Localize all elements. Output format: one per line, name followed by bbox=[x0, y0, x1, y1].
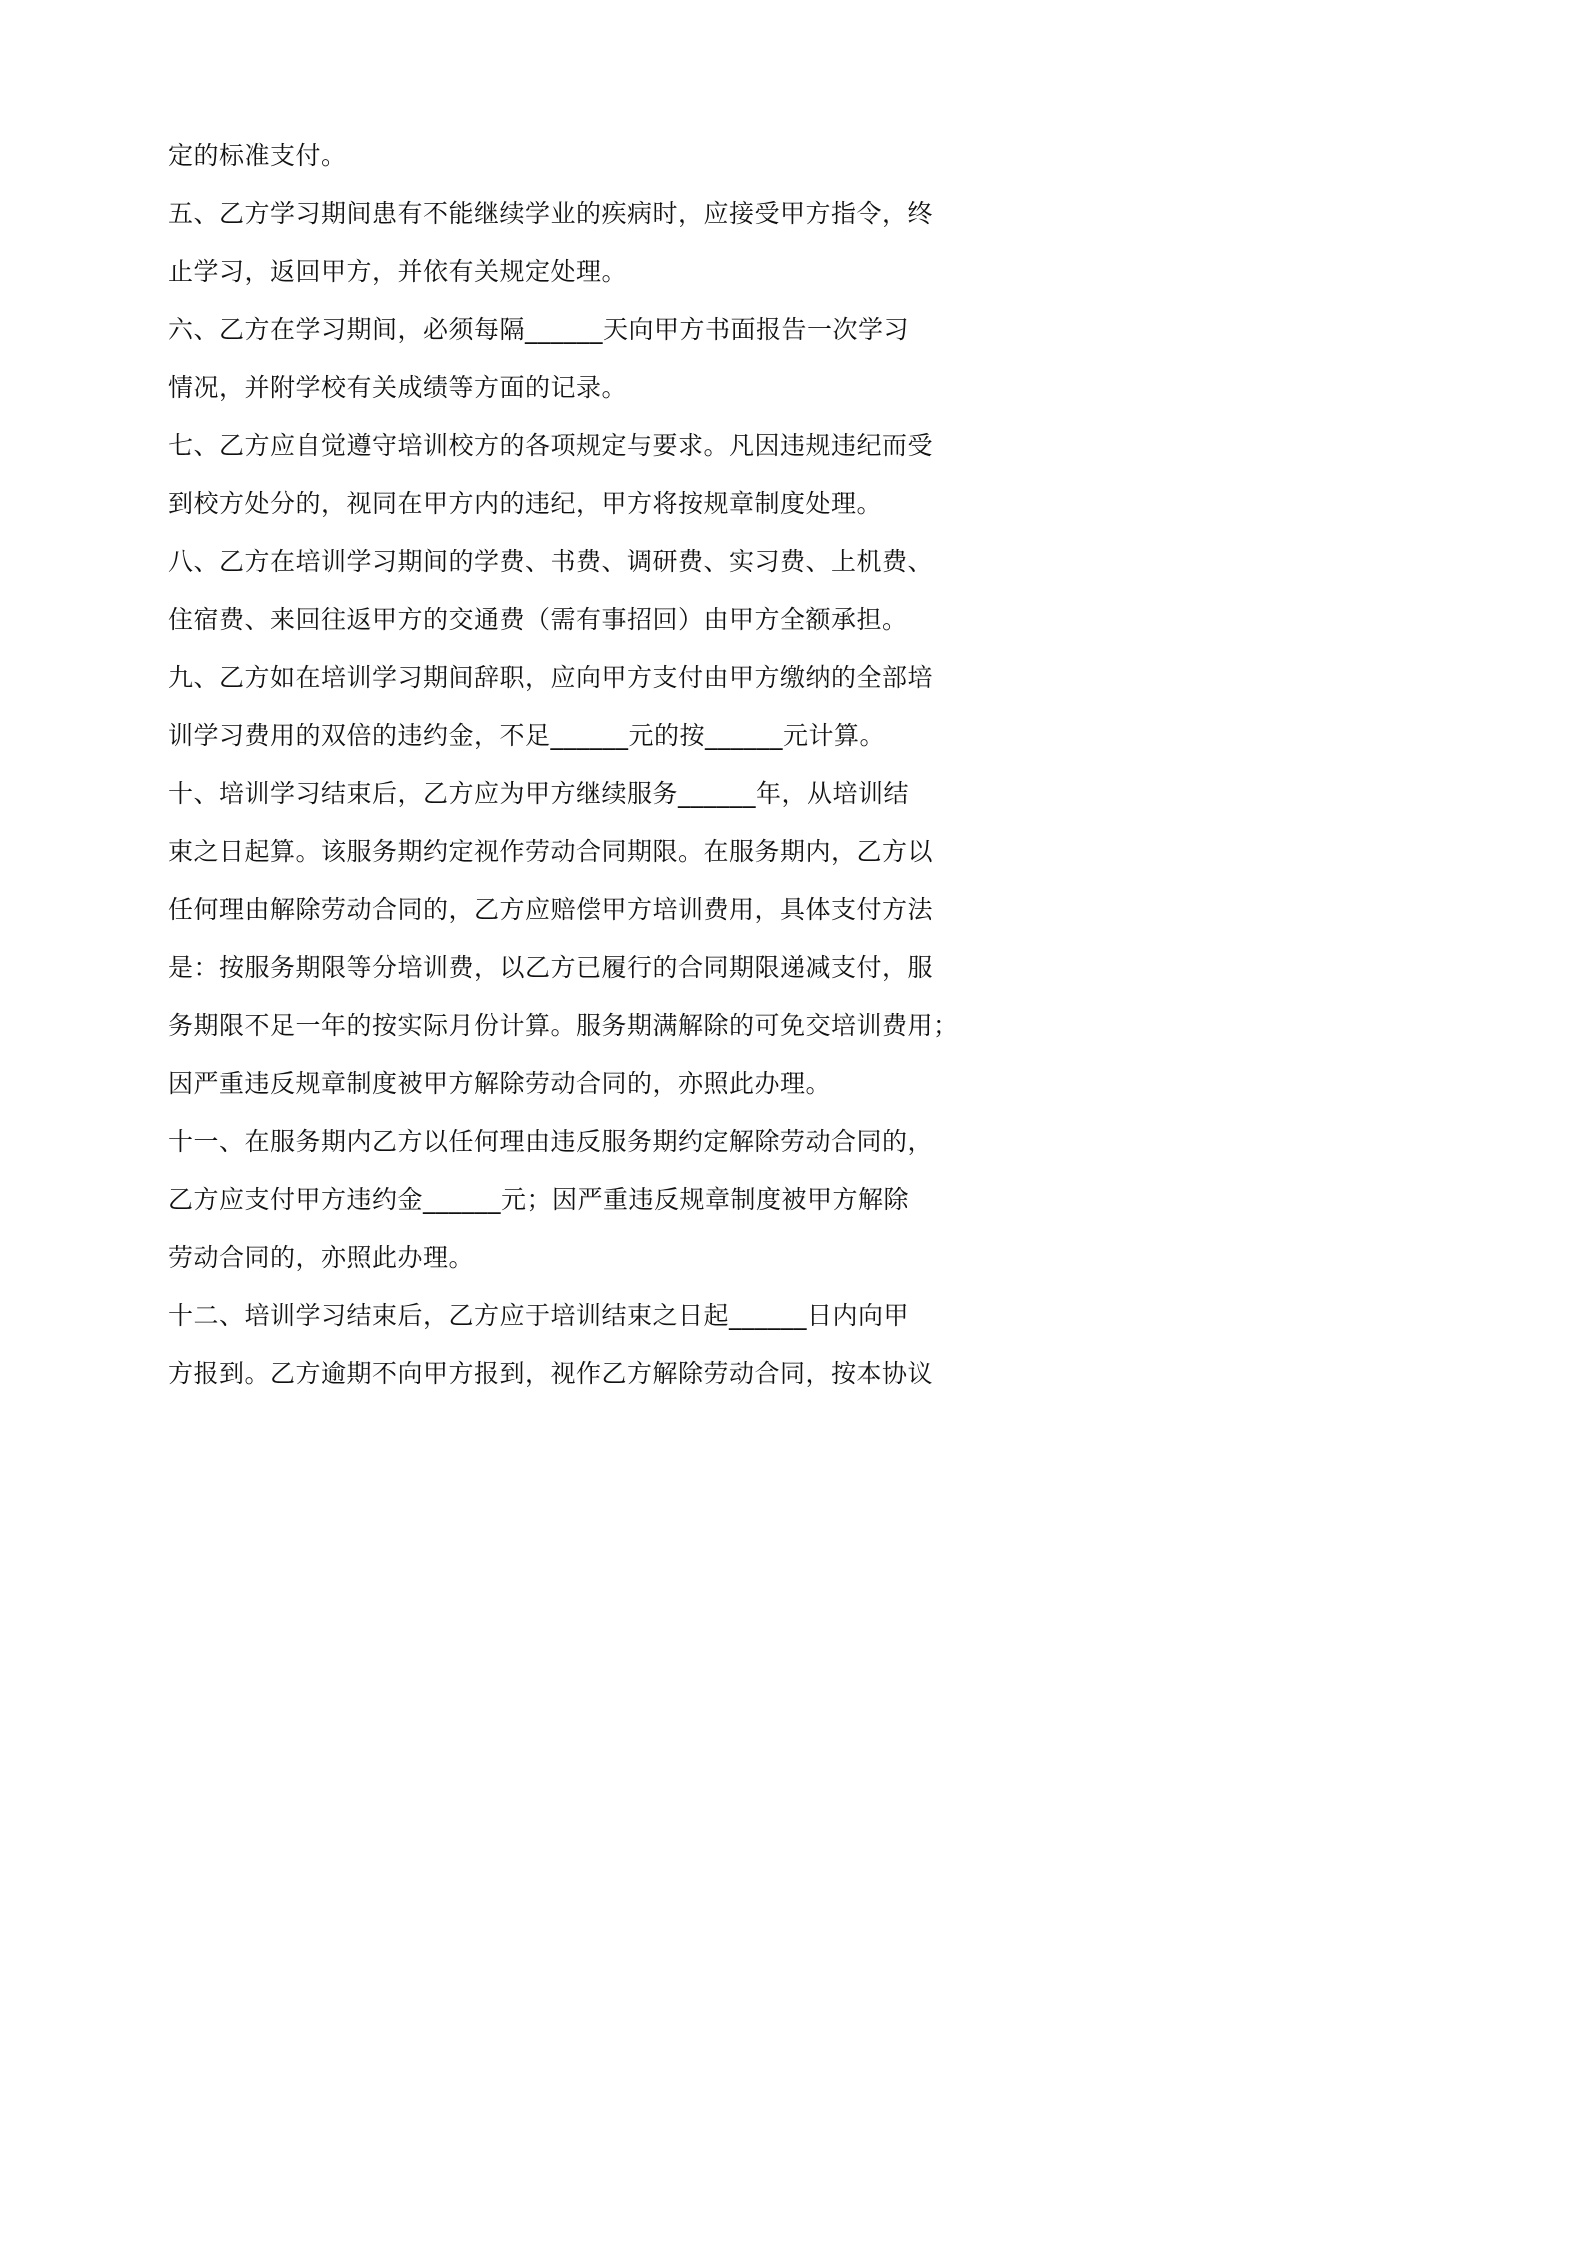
text-line: 止学习，返回甲方，并依有关规定处理。 bbox=[168, 257, 628, 286]
text-line: 因严重违反规章制度被甲方解除劳动合同的，亦照此办理。 bbox=[168, 1069, 832, 1098]
document-page bbox=[0, 0, 1104, 1562]
text-line: 方报到。乙方逾期不向甲方报到，视作乙方解除劳动合同，按本协议 bbox=[168, 1359, 934, 1388]
text-line: 劳动合同的，亦照此办理。 bbox=[168, 1243, 475, 1272]
text-line: 七、乙方应自觉遵守培训校方的各项规定与要求。凡因违规违纪而受 bbox=[168, 431, 934, 460]
text-line: 乙方应支付甲方违约金______元；因严重违反规章制度被甲方解除 bbox=[168, 1185, 910, 1214]
text-line: 九、乙方如在培训学习期间辞职，应向甲方支付由甲方缴纳的全部培 bbox=[168, 663, 934, 692]
text-line: 训学习费用的双倍的违约金，不足______元的按______元计算。 bbox=[168, 721, 886, 750]
text-line: 住宿费、来回往返甲方的交通费（需有事招回）由甲方全额承担。 bbox=[168, 605, 908, 634]
text-line: 务期限不足一年的按实际月份计算。服务期满解除的可免交培训费用； bbox=[168, 1011, 959, 1040]
text-line: 十一、在服务期内乙方以任何理由违反服务期约定解除劳动合同的， bbox=[168, 1127, 934, 1156]
text-line: 十、培训学习结束后，乙方应为甲方继续服务______年，从培训结 bbox=[168, 779, 910, 808]
text-line: 定的标准支付。 bbox=[168, 141, 347, 170]
text-line: 到校方处分的，视同在甲方内的违纪，甲方将按规章制度处理。 bbox=[168, 489, 883, 518]
text-line: 八、乙方在培训学习期间的学费、书费、调研费、实习费、上机费、 bbox=[168, 547, 934, 576]
text-line: 情况，并附学校有关成绩等方面的记录。 bbox=[168, 373, 628, 402]
text-line: 五、乙方学习期间患有不能继续学业的疾病时，应接受甲方指令，终 bbox=[168, 199, 934, 228]
text-line: 六、乙方在学习期间，必须每隔______天向甲方书面报告一次学习 bbox=[168, 315, 910, 344]
text-line: 束之日起算。该服务期约定视作劳动合同期限。在服务期内，乙方以 bbox=[168, 837, 934, 866]
text-line: 是：按服务期限等分培训费，以乙方已履行的合同期限递减支付，服 bbox=[168, 953, 934, 982]
text-line: 任何理由解除劳动合同的，乙方应赔偿甲方培训费用，具体支付方法 bbox=[168, 895, 934, 924]
text-line: 十二、培训学习结束后，乙方应于培训结束之日起______日内向甲 bbox=[168, 1301, 910, 1330]
